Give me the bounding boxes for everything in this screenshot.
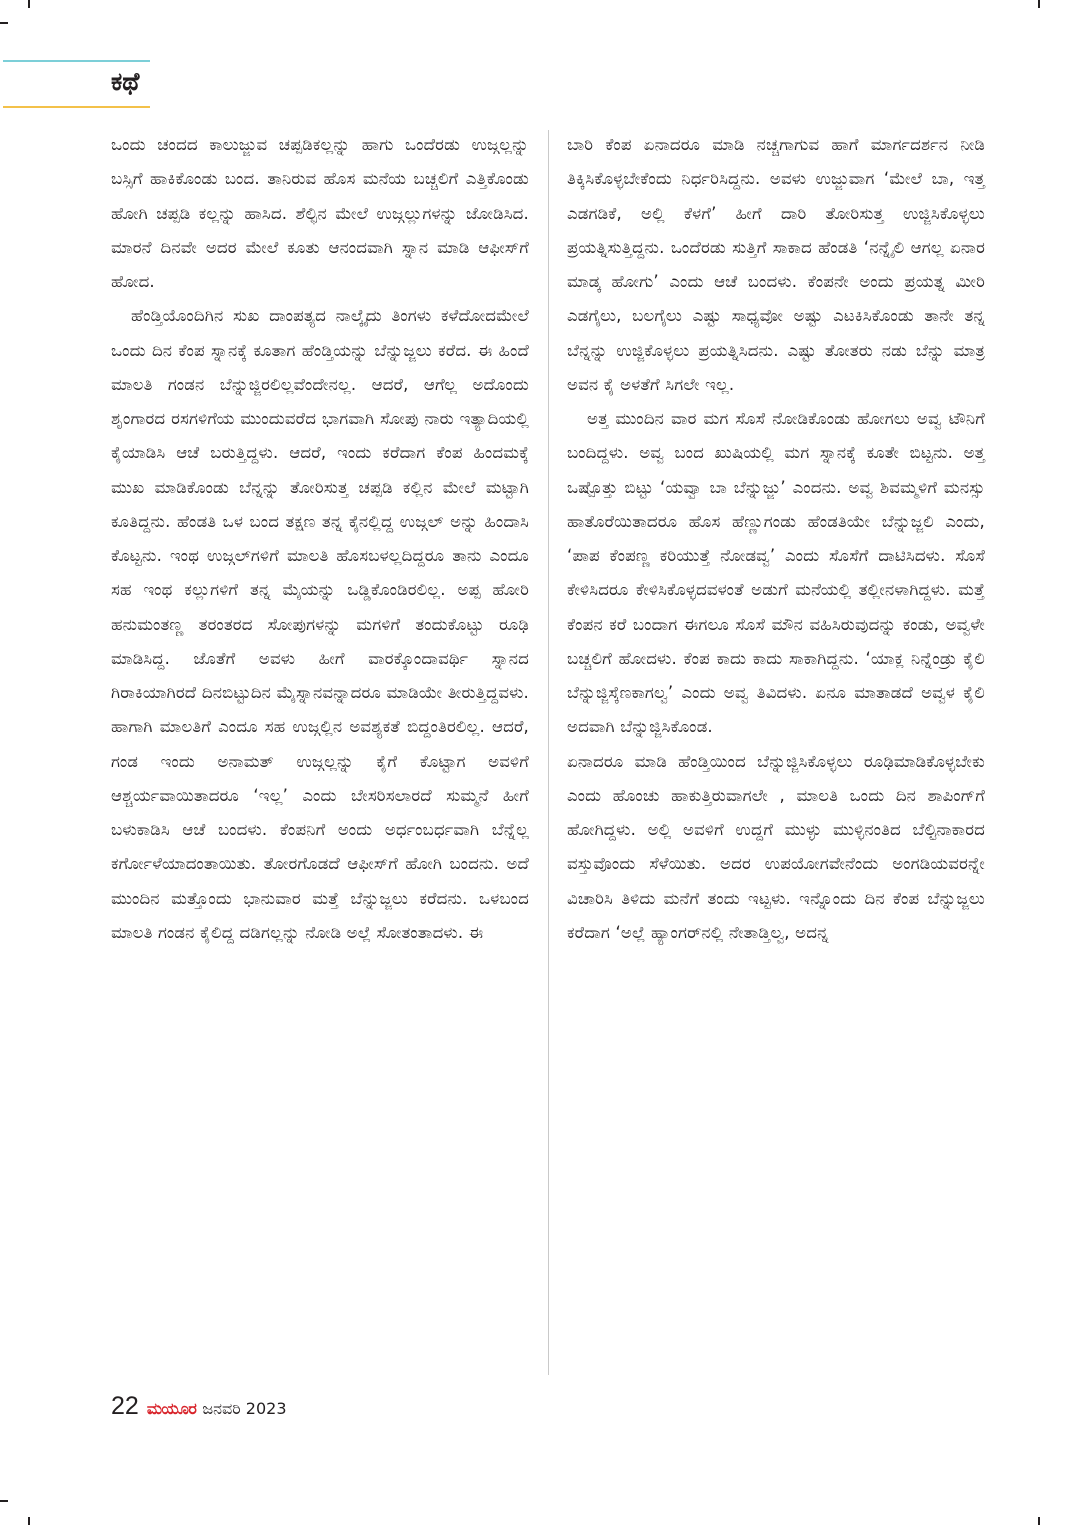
crop-mark <box>28 1517 30 1525</box>
crop-mark <box>28 0 30 8</box>
crop-mark <box>1038 1517 1040 1525</box>
issue-date: ಜನವರಿ 2023 <box>202 1399 287 1418</box>
crop-mark <box>0 22 8 24</box>
page-number: 22 <box>111 1392 139 1420</box>
story-paragraph: ಅತ್ತ ಮುಂದಿನ ವಾರ ಮಗ ಸೊಸೆ ನೋಡಿಕೊಂಡು ಹೋಗಲು ಅವ್ವ ಟೌನಿಗೆ ಬಂದಿದ್ದಳು. ಅವ್ವ ಬಂದ ಖುಷಿಯಲ್ಲಿ ಮಗ ಸ್ನಾನಕ್ಕೆ ಕೂತೇ ಬಿಟ್ಟನು. ಅತ್ತ ಒಷ್ಪೊತ್ತು ಬಿಟ್ಟು ‘ಯವ್ವಾ ಬಾ ಬೆನ್ನುಜ್ಜು’ ಎಂದನು. ಅವ್ವ ಶಿವಮ್ಮಳಿಗೆ ಮನಸ್ಸು ಹಾತೊರೆಯಿತಾದರೂ ಹೊಸ ಹೆಣ್ಣುಗಂಡು ಹೆಂಡತಿಯೇ ಬೆನ್ನುಜ್ಜಲಿ ಎಂದು, ‘ಪಾಪ ಕೆಂಪಣ್ಣ ಕರಿಯುತ್ತೆ ನೋಡವ್ವ’ ಎಂದು ಸೊಸೆಗೆ ದಾಟಿಸಿದಳು. ಸೊಸೆ ಕೇಳಿಸಿದರೂ ಕೇಳಿಸಿಕೊಳ್ಳದವಳಂತೆ ಅಡುಗೆ ಮನೆಯಲ್ಲಿ ತಲ್ಲೀನಳಾಗಿದ್ದಳು. ಮತ್ತೆ ಕೆಂಪನ ಕರೆ ಬಂದಾಗ ಈಗಲೂ ಸೊಸೆ ಮೌನ ವಹಿಸಿರುವುದನ್ನು ಕಂಡು, ಅವ್ವಳೇ ಬಚ್ಚಲಿಗೆ ಹೋದಳು. ಕೆಂಪ ಕಾದು ಕಾದು ಸಾಕಾಗಿದ್ದನು. ‘ಯಾಕ್ಲ ನಿನ್ನೆಂಡ್ರು ಕೈಲಿ ಬೆನ್ನುಜ್ಜಿಸ್ಕೆಣಕಾಗಲ್ವ’ ಎಂದು ಅವ್ವ ತಿವಿದಳು. ಏನೂ ಮಾತಾಡದೆ ಅವ್ವಳ ಕೈಲಿ ಅದವಾಗಿ ಬೆನ್ನುಜ್ಜಿಸಿಕೊಂಡ. <box>567 409 985 737</box>
story-paragraph: ಏನಾದರೂ ಮಾಡಿ ಹೆಂಡ್ತಿಯಿಂದ ಬೆನ್ನುಜ್ಜಿಸಿಕೊಳ್ಳಲು ರೂಢಿಮಾಡಿಕೊಳ್ಳಬೇಕು ಎಂದು ಹೊಂಚು ಹಾಕುತ್ತಿರುವಾಗಲೇ , ಮಾಲತಿ ಒಂದು ದಿನ ಶಾಪಿಂಗ್‌ಗೆ ಹೋಗಿದ್ದಳು. ಅಲ್ಲಿ ಅವಳಿಗೆ ಉದ್ದಗೆ ಮುಳ್ಳು ಮುಳ್ಳಿನಂತಿದ ಬೆಲ್ಟಿನಾಕಾರದ ವಸ್ತುವೊಂದು ಸೆಳೆಯಿತು. ಅದರ ಉಪಯೋಗವೇನೆಂದು ಅಂಗಡಿಯವರನ್ನೇ ವಿಚಾರಿಸಿ ತಿಳಿದು ಮನೆಗೆ ತಂದು ಇಟ್ಟಳು. ಇನ್ನೊಂದು ದಿನ ಕೆಂಪ ಬೆನ್ನುಜ್ಜಲು ಕರೆದಾಗ ‘ಅಲ್ಲೆ ಹ್ಯಾಂಗರ್‌ನಲ್ಲಿ ನೇತಾಡ್ತಿಲ್ವ, ಅದನ್ನ <box>567 751 985 942</box>
story-paragraph: ಹೆಂಡ್ತಿಯೊಂದಿಗಿನ ಸುಖ ದಾಂಪತ್ಯದ ನಾಲ್ಕೈದು ತಿಂಗಳು ಕಳೆದೋದಮೇಲೆ ಒಂದು ದಿನ ಕೆಂಪ ಸ್ನಾನಕ್ಕೆ ಕೂತಾಗ ಹೆಂಡ್ತಿಯನ್ನು ಬೆನ್ನುಜ್ಜಲು ಕರೆದ. ಈ ಹಿಂದೆ ಮಾಲತಿ ಗಂಡನ ಬೆನ್ನುಜ್ಜಿರಲಿಲ್ಲವೆಂದೇನಲ್ಲ. ಆದರೆ, ಆಗೆಲ್ಲ ಅದೊಂದು ಶೃಂಗಾರದ ರಸಗಳಿಗೆಯ ಮುಂದುವರೆದ ಭಾಗವಾಗಿ ಸೋಪು ನಾರು ಇತ್ಯಾದಿಯಲ್ಲಿ ಕೈಯಾಡಿಸಿ ಆಚೆ ಬರುತ್ತಿದ್ದಳು. ಆದರೆ, ಇಂದು ಕರೆದಾಗ ಕೆಂಪ ಹಿಂದಮಕ್ಕೆ ಮುಖ ಮಾಡಿಕೊಂಡು ಬೆನ್ನನ್ನು ತೋರಿಸುತ್ತ ಚಪ್ಪಡಿ ಕಲ್ಲಿನ ಮೇಲೆ ಮಟ್ಟಾಗಿ ಕೂತಿದ್ದನು. ಹೆಂಡತಿ ಒಳ ಬಂದ ತಕ್ಷಣ ತನ್ನ ಕೈನಲ್ಲಿದ್ದ ಉಜ್ಗಲ್ ಅನ್ನು ಹಿಂದಾಸಿ ಕೊಟ್ಟನು. ಇಂಥ ಉಜ್ಗಲ್‌ಗಳಿಗೆ ಮಾಲತಿ ಹೊಸಬಳಲ್ಲದಿದ್ದರೂ ತಾನು ಎಂದೂ ಸಹ ಇಂಥ ಕಲ್ಲುಗಳಿಗೆ ತನ್ನ ಮೈಯನ್ನು ಒಡ್ಡಿಕೊಂಡಿರಲಿಲ್ಲ. ಅಪ್ಪ ಹೋರಿ ಹನುಮಂತಣ್ಣ ತರಂತರದ ಸೋಪುಗಳನ್ನು ಮಗಳಿಗೆ ತಂದುಕೊಟ್ಟು ರೂಢಿ ಮಾಡಿಸಿದ್ದ. ಜೊತೆಗೆ ಅವಳು ಹೀಗೆ ವಾರಕ್ಕೊಂದಾವರ್ಥಿ ಸ್ನಾನದ ಗಿರಾಕಿಯಾಗಿರದೆ ದಿನಬಿಟ್ಟುದಿನ ಮೈಸ್ನಾನವನ್ನಾದರೂ ಮಾಡಿಯೇ ತೀರುತ್ತಿದ್ದವಳು. ಹಾಗಾಗಿ ಮಾಲತಿಗೆ ಎಂದೂ ಸಹ ಉಜ್ಗಲ್ಲಿನ ಅವಶ್ಯಕತೆ ಬಿದ್ದಂತಿರಲಿಲ್ಲ. ಆದರೆ, ಗಂಡ ಇಂದು ಅನಾಮತ್ ಉಜ್ಗಲ್ಲನ್ನು ಕೈಗೆ ಕೊಟ್ಟಾಗ ಅವಳಿಗೆ ಆಶ್ಚರ್ಯವಾಯಿತಾದರೂ ‘ಇಲ್ಲ’ ಎಂದು ಬೇಸರಿಸಲಾರದೆ ಸುಮ್ಮನೆ ಹೀಗೆ ಬಳುಕಾಡಿಸಿ ಆಚೆ ಬಂದಳು. ಕೆಂಪನಿಗೆ ಅಂದು ಅರ್ಧಂಬರ್ಧವಾಗಿ ಬೆನ್ನೆಲ್ಲ ಕರ್ಗೋಳೆಯಾದಂತಾಯಿತು. ತೋರಗೊಡದೆ ಆಫೀಸ್‌ಗೆ ಹೋಗಿ ಬಂದನು. ಅದೆ ಮುಂದಿನ ಮತ್ತೊಂದು ಭಾನುವಾರ ಮತ್ತೆ ಬೆನ್ನುಜ್ಜಲು ಕರೆದನು. ಒಳಬಂದ ಮಾಲತಿ ಗಂಡನ ಕೈಲಿದ್ದ ದಡಿಗಲ್ಲನ್ನು ನೋಡಿ ಅಲ್ಲೆ ಸೋತಂತಾದಳು. ಈ <box>111 306 529 942</box>
section-label: ಕಥೆ <box>111 67 140 96</box>
story-paragraph: ಬಾರಿ ಕೆಂಪ ಏನಾದರೂ ಮಾಡಿ ನಚ್ಚಗಾಗುವ ಹಾಗೆ ಮಾರ್ಗದರ್ಶನ ನೀಡಿ ತಿಕ್ಕಿಸಿಕೊಳ್ಳಬೇಕೆಂದು ನಿರ್ಧರಿಸಿದ್ದನು. ಅವಳು ಉಜ್ಜುವಾಗ ‘ಮೇಲೆ ಬಾ, ಇತ್ತ ಎಡಗಡಿಕೆ, ಅಲ್ಲಿ ಕೆಳಗೆ’ ಹೀಗೆ ದಾರಿ ತೋರಿಸುತ್ತ ಉಜ್ಜಿಸಿಕೊಳ್ಳಲು ಪ್ರಯತ್ನಿಸುತ್ತಿದ್ದನು. ಒಂದೆರಡು ಸುತ್ತಿಗೆ ಸಾಕಾದ ಹೆಂಡತಿ ‘ನನ್ನೈಲಿ ಆಗಲ್ಲ ಏನಾರ ಮಾಡ್ಕ ಹೋಗು’ ಎಂದು ಆಚೆ ಬಂದಳು. ಕೆಂಪನೇ ಅಂದು ಪ್ರಯತ್ನ ಮೀರಿ ಎಡಗೈಲು, ಬಲಗೈಲು ಎಷ್ಟು ಸಾಧ್ಯವೋ ಅಷ್ಟು ಎಟಕಿಸಿಕೊಂಡು ತಾನೇ ತನ್ನ ಬೆನ್ನನ್ನು ಉಜ್ಜಿಕೊಳ್ಳಲು ಪ್ರಯತ್ನಿಸಿದನು. ಎಷ್ಟು ತೋತರು ನಡು ಬೆನ್ನು ಮಾತ್ರ ಅವನ ಕೈ ಅಳತೆಗೆ ಸಿಗಲೇ ಇಲ್ಲ. <box>567 135 985 394</box>
right-column <box>567 128 985 950</box>
left-column <box>111 128 529 950</box>
story-paragraph: ಒಂದು ಚಂದದ ಕಾಲುಜ್ಜುವ ಚಪ್ಪಡಿಕಲ್ಲನ್ನು ಹಾಗು ಒಂದೆರಡು ಉಜ್ಗಲ್ಲನ್ನು ಬಸ್ಸಿಗೆ ಹಾಕಿಕೊಂಡು ಬಂದ. ತಾನಿರುವ ಹೊಸ ಮನೆಯ ಬಚ್ಚಲಿಗೆ ಎತ್ತಿಕೊಂಡು ಹೋಗಿ ಚಪ್ಪಡಿ ಕಲ್ಲನ್ನು ಹಾಸಿದ. ಶೆಲ್ಫಿನ ಮೇಲೆ ಉಜ್ಗಲ್ಲುಗಳನ್ನು ಜೋಡಿಸಿದ. ಮಾರನೆ ದಿನವೇ ಅದರ ಮೇಲೆ ಕೂತು ಆನಂದವಾಗಿ ಸ್ನಾನ ಮಾಡಿ ಆಫೀಸ್‌ಗೆ ಹೋದ. <box>111 135 529 291</box>
header-accent-line-yellow <box>3 106 150 108</box>
magazine-logo: ಮಯೂರ <box>146 1399 197 1418</box>
column-divider <box>548 130 549 1375</box>
crop-mark <box>0 1500 8 1502</box>
page-footer <box>111 1392 287 1428</box>
crop-mark <box>1038 0 1040 8</box>
header-accent-line-teal <box>3 60 150 62</box>
